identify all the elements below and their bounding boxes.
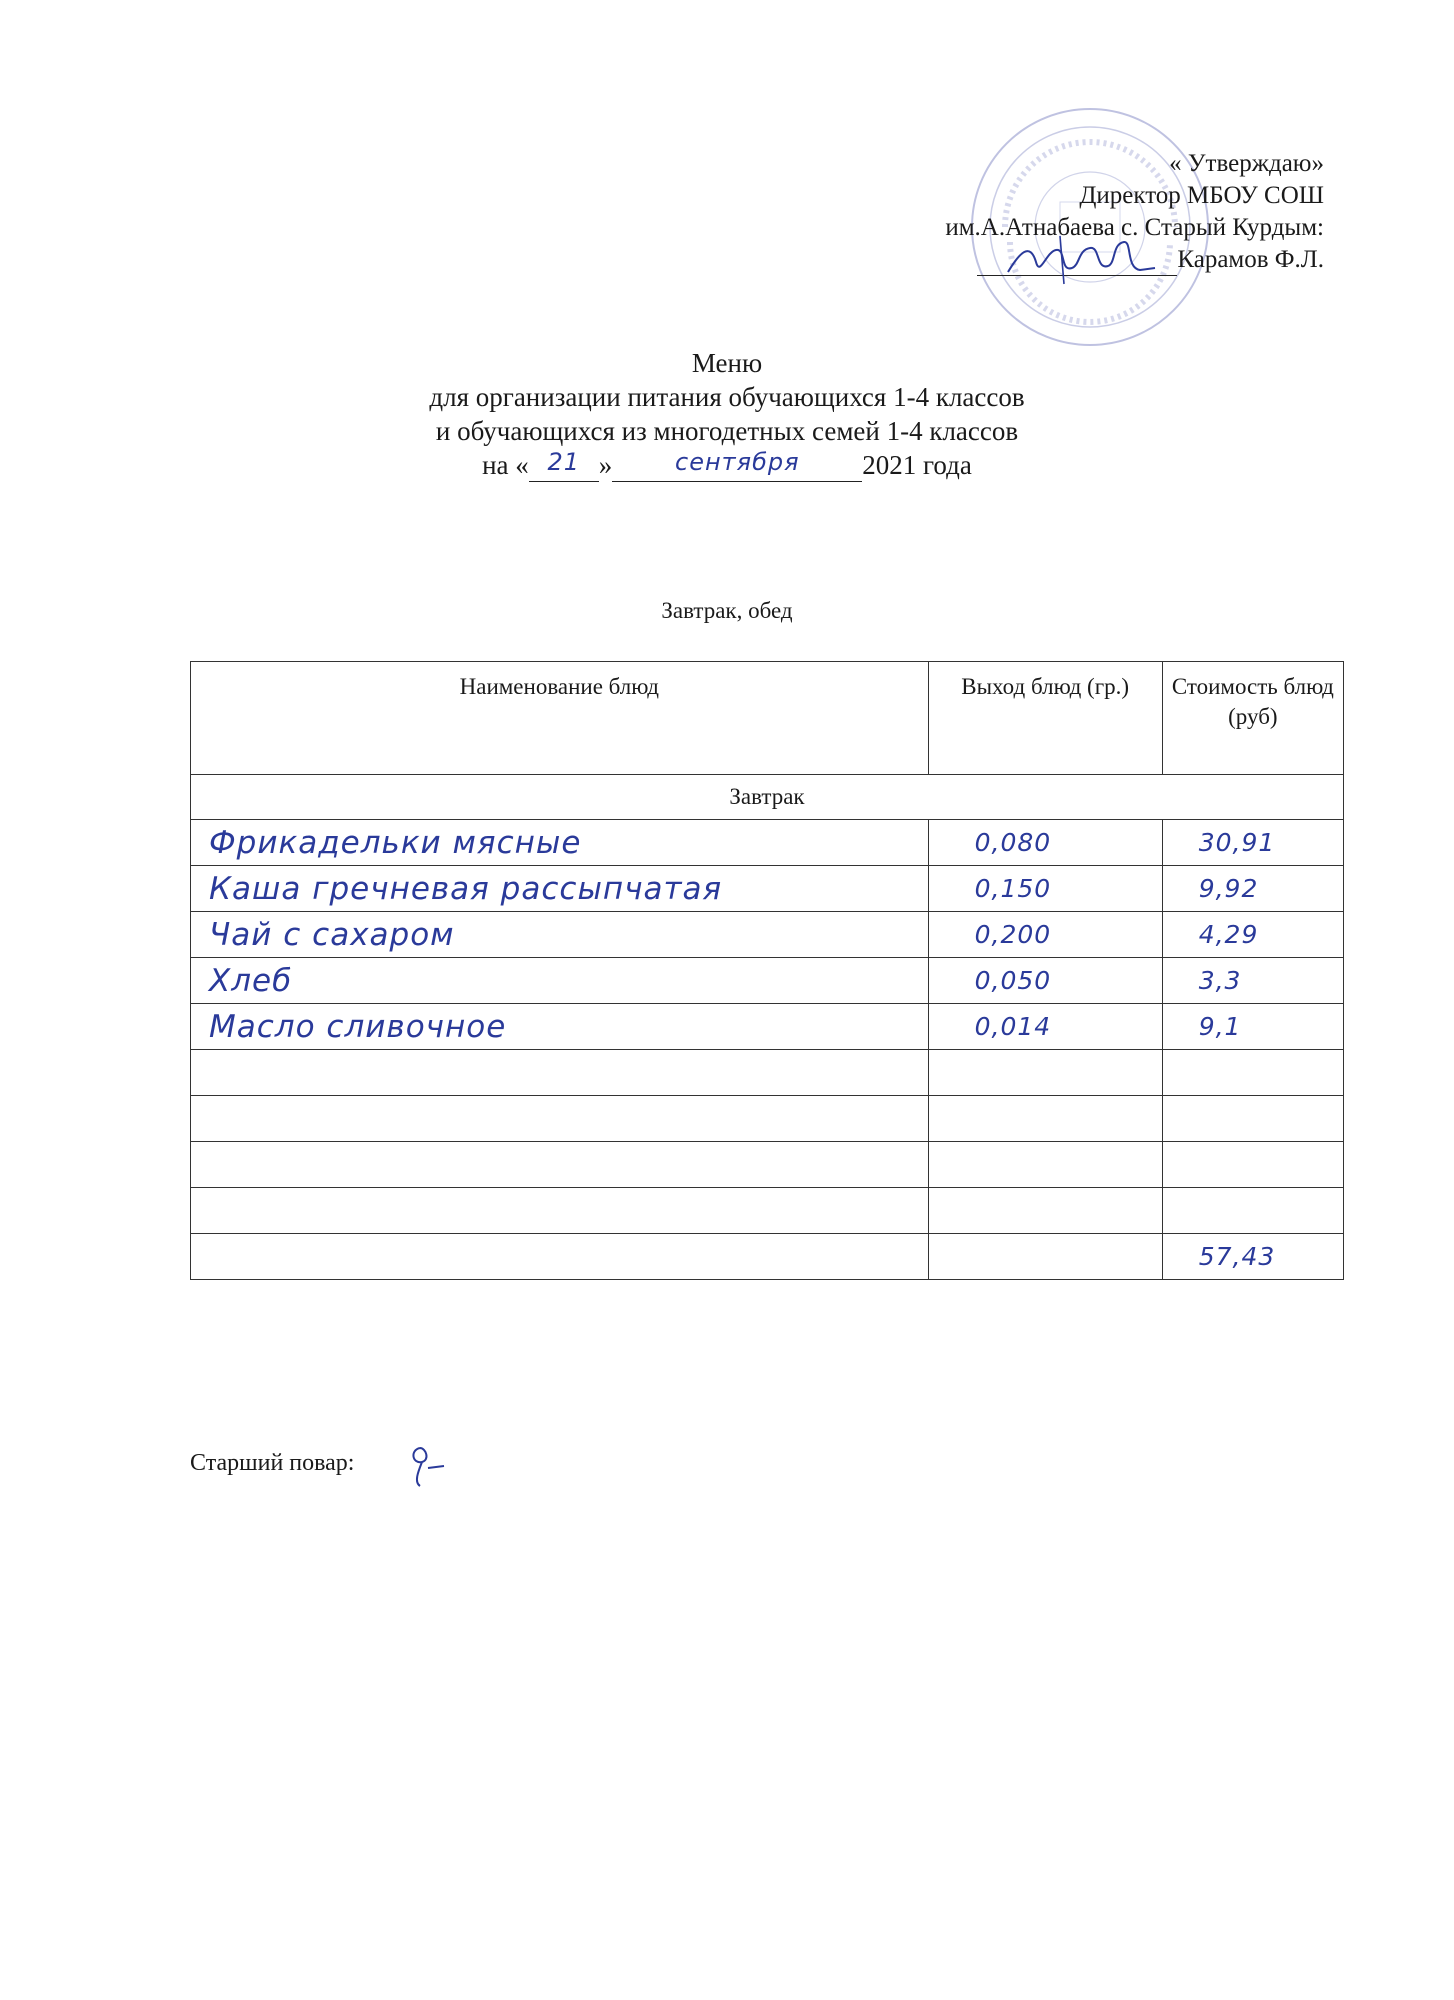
table-row	[191, 1004, 1344, 1050]
dish-cost: 9,1	[1162, 1004, 1343, 1050]
dish-portion	[928, 1096, 1162, 1142]
director-signature	[1000, 232, 1160, 292]
table-row	[191, 866, 1344, 912]
director-name: Карамов Ф.Л.	[1177, 246, 1324, 273]
dish-portion: 0,150	[928, 866, 1162, 912]
date-suffix: 2021 года	[862, 450, 972, 480]
approval-position: Директор МБОУ СОШ	[1079, 182, 1324, 209]
section-row	[191, 775, 1344, 820]
dish-name	[191, 1050, 929, 1096]
dish-portion: 0,050	[928, 958, 1162, 1004]
dish-name	[191, 1096, 929, 1142]
cook-signature	[400, 1440, 470, 1490]
dish-cost	[1162, 1096, 1343, 1142]
dish-name: Хлеб	[191, 958, 929, 1004]
dish-name: Масло сливочное	[191, 1004, 929, 1050]
dish-name	[191, 1188, 929, 1234]
dish-portion	[928, 1188, 1162, 1234]
menu-table	[190, 661, 1344, 1280]
title-purpose: для организации питания обучающихся 1-4 классов	[429, 382, 1025, 412]
approval-school: им.А.Атнабаева с. Старый Курдым:	[945, 214, 1324, 241]
table-row	[191, 912, 1344, 958]
dish-cost: 30,91	[1162, 820, 1343, 866]
meal-caption: Завтрак, обед	[661, 598, 793, 623]
day-handwritten: 21	[547, 448, 581, 476]
dish-portion: 0,080	[928, 820, 1162, 866]
dish-cost	[1162, 1050, 1343, 1096]
dish-portion	[928, 1050, 1162, 1096]
title-audience: и обучающихся из многодетных семей 1-4 классов	[435, 416, 1019, 446]
table-row	[191, 1050, 1344, 1096]
total-label-cell	[191, 1234, 929, 1280]
total-row	[191, 1234, 1344, 1280]
dish-portion	[928, 1142, 1162, 1188]
dish-name	[191, 1142, 929, 1188]
table-row	[191, 1096, 1344, 1142]
total-cost: 57,43	[1162, 1234, 1343, 1280]
table-row	[191, 958, 1344, 1004]
dish-cost	[1162, 1142, 1343, 1188]
dish-portion: 0,014	[928, 1004, 1162, 1050]
dish-cost	[1162, 1188, 1343, 1234]
header-cost: Стоимость блюд (руб)	[1162, 662, 1343, 775]
table-header-row	[191, 662, 1344, 775]
date-prefix: на «	[482, 450, 529, 480]
table-row	[191, 1188, 1344, 1234]
dish-name: Фрикадельки мясные	[191, 820, 929, 866]
header-dish-name: Наименование блюд	[191, 662, 929, 775]
day-blank	[529, 448, 599, 482]
dish-cost: 3,3	[1162, 958, 1343, 1004]
section-breakfast: Завтрак	[191, 775, 1344, 820]
document-title	[0, 346, 1454, 482]
dish-name: Каша гречневая рассыпчатая	[191, 866, 929, 912]
total-portion-cell	[928, 1234, 1162, 1280]
title-menu: Меню	[691, 348, 763, 378]
dish-cost: 4,29	[1162, 912, 1343, 958]
senior-cook-label: Старший повар:	[190, 1450, 355, 1476]
date-mid: »	[598, 450, 613, 480]
table-row	[191, 1142, 1344, 1188]
month-handwritten: сентября	[675, 448, 800, 476]
month-blank	[612, 448, 862, 482]
dish-portion: 0,200	[928, 912, 1162, 958]
title-date	[0, 448, 1454, 482]
table-row	[191, 820, 1344, 866]
approval-heading: « Утверждаю»	[1169, 150, 1324, 177]
dish-name: Чай с сахаром	[191, 912, 929, 958]
header-portion: Выход блюд (гр.)	[928, 662, 1162, 775]
dish-cost: 9,92	[1162, 866, 1343, 912]
